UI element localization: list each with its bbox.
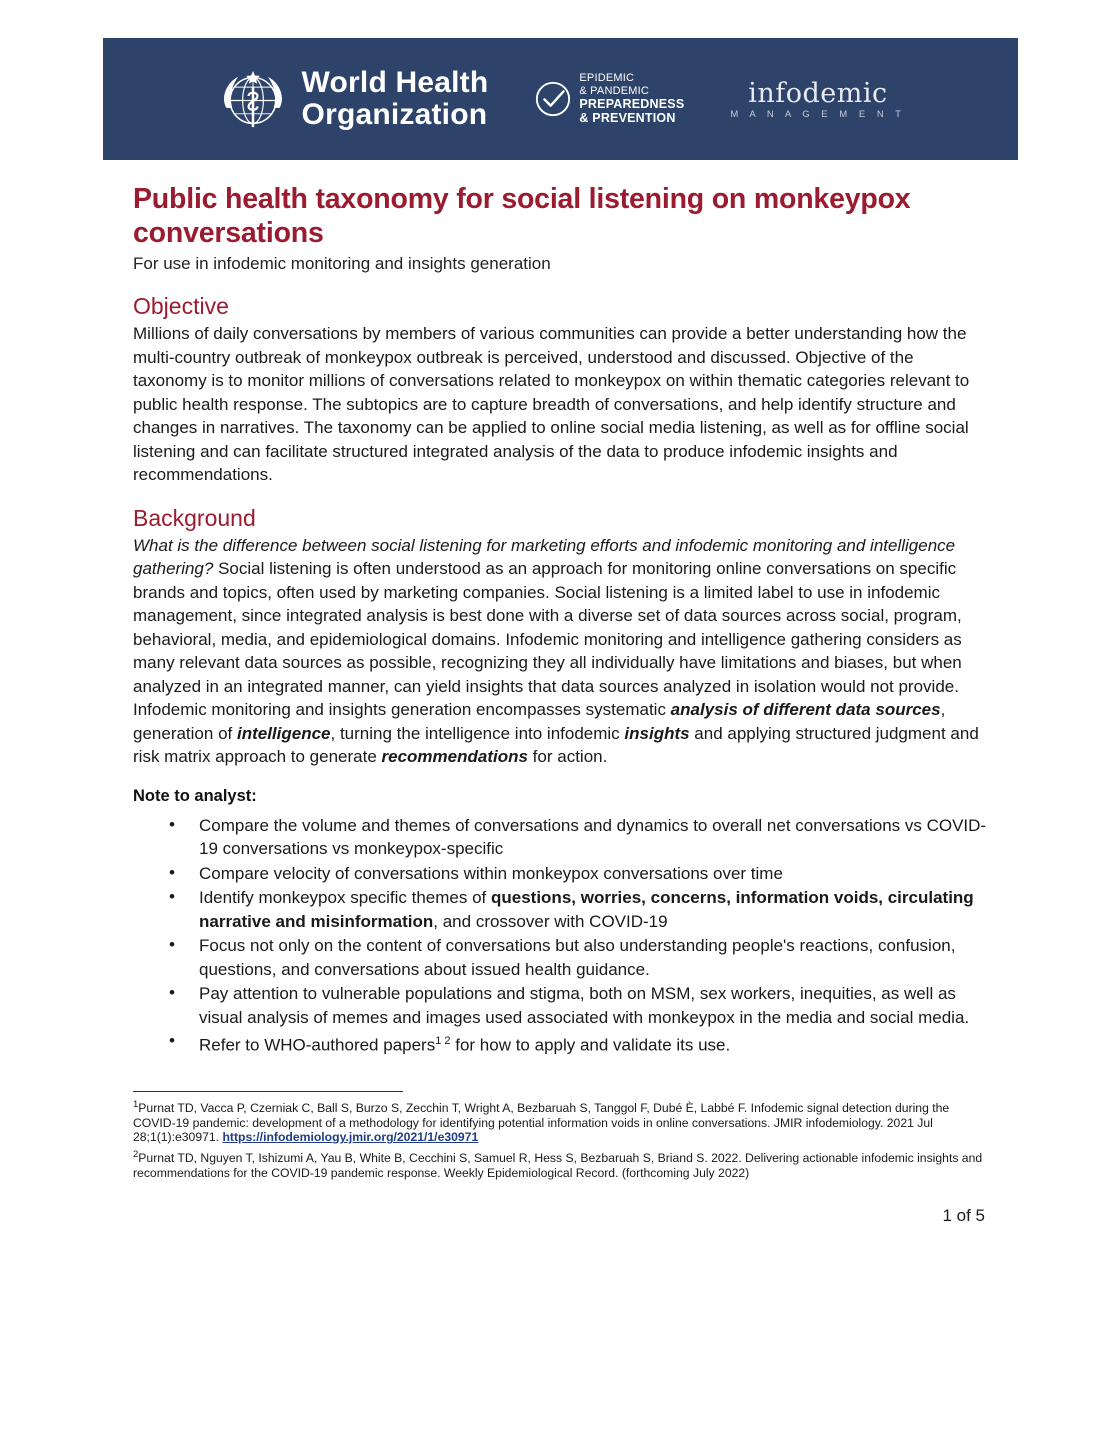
infodemic-subwordmark: M A N A G E M E N T — [730, 108, 906, 120]
section-heading-background: Background — [133, 504, 256, 531]
check-circle-icon — [534, 80, 572, 118]
background-emphasis-1: analysis of different data sources — [670, 700, 941, 719]
page-content — [103, 38, 1018, 1226]
who-emblem-icon — [216, 62, 290, 136]
who-header-banner — [103, 38, 1018, 160]
bullet-text-after: , and crossover with COVID-19 — [433, 911, 668, 931]
page-title: Public health taxonomy for social listening on monkeypox conversations — [133, 183, 911, 249]
bullet-text-before: Pay attention to vulnerable populations and stigma, both on MSM, sex workers, inequities, as well as visual analysis of memes and images used associated with monkeypox in the media and social media. — [199, 984, 970, 1027]
who-logo — [216, 62, 489, 136]
page-subtitle: For use in infodemic monitoring and insights generation — [133, 254, 551, 273]
epp-line1: EPIDEMIC — [579, 72, 635, 84]
epp-wordmark — [579, 72, 684, 126]
background-question: What is the difference between social listening for marketing efforts and infodemic monitoring and intelligence gathering? — [133, 535, 956, 578]
footnote-separator — [133, 1091, 403, 1092]
bullet-text-before: Compare the volume and themes of conversations and dynamics to overall net conversations vs COVID-19 conversations vs monkeypox-specific — [199, 815, 987, 858]
background-body-1: Social listening is often understood as an approach for monitoring online conversations on specific brands and topics, often used by marketing companies. Social listening is a limited label to use in infodemic management, since integrated analysis is best done with a diverse set of data sources across social, program, behavioral, media, and epidemiological domains. Infodemic monitoring and intelligence gathering considers as many relevant data sources as possible, recognizing they all individually have limitations and biases, but when analyzed in an integrated manner, can yield insights that data sources analyzed in isolation would not provide. Infodemic monitoring and insights generation encompasses systematic — [133, 559, 962, 719]
bullet-text-bold: questions, worries, concerns, information voids, circulating narrative and misinformation — [199, 888, 974, 931]
objective-paragraph: Millions of daily conversations by members of various communities can provide a better understanding how the multi-country outbreak of monkeypox outbreak is perceived, understood and discussed. Objective of the taxonomy is to monitor millions of conversations related to monkeypox on within thematic categories relevant to public health response. The subtopics are to capture breadth of conversations, and help identify structure and changes in narratives. The taxonomy can be applied to online social media listening, as well as for offline social listening and can facilitate structured integrated analysis of the data to produce infodemic insights and recommendations. — [133, 324, 970, 484]
background-body-3: , turning the intelligence into infodemic — [330, 723, 625, 743]
background-body-4: and applying structured judgment and risk matrix approach to generate — [133, 723, 979, 766]
epp-logo — [534, 72, 684, 126]
footnote-1-text: Purnat TD, Vacca P, Czerniak C, Ball S, Burzo S, Zecchin T, Wright A, Bezbaruah S, Tanggol F, Dubé È, Labbé F. Infodemic signal detection during the COVID-19 pandemic: development of a methodology for identifying potential information voids in online conversations. JMIR infodemiology. 2021 Jul 28;1(1):e30971. — [133, 1101, 950, 1145]
footnote-reference: 1 2 — [435, 1035, 451, 1047]
list-item — [163, 1030, 988, 1057]
page-number: 1 of 5 — [942, 1206, 985, 1226]
list-item — [163, 862, 988, 886]
note-to-analyst-heading: Note to analyst: — [133, 786, 257, 805]
footnote-1-link[interactable]: https://infodemiology.jmir.org/2021/1/e30971 — [222, 1130, 479, 1145]
background-paragraph — [133, 534, 988, 769]
section-heading-objective: Objective — [133, 293, 229, 319]
background-emphasis-2: intelligence — [236, 723, 331, 743]
epp-line4: & PREVENTION — [579, 111, 676, 125]
bullet-text-before: Identify monkeypox specific themes of — [199, 888, 491, 907]
note-to-analyst-list — [133, 814, 988, 1058]
background-body-5: for action. — [527, 747, 608, 766]
who-wordmark-line2: Organization — [301, 98, 488, 131]
footnote-1-marker: 1 — [133, 1099, 139, 1111]
list-item — [163, 886, 988, 933]
bullet-text-before: Refer to WHO-authored papers — [199, 1035, 436, 1055]
footnote-2 — [133, 1148, 988, 1180]
background-body-2: , generation of — [133, 700, 946, 743]
bullet-text-before: Compare velocity of conversations within monkeypox conversations over time — [199, 863, 783, 883]
footnote-2-marker: 2 — [133, 1149, 139, 1160]
who-wordmark — [302, 67, 489, 131]
document-body — [103, 160, 1018, 1226]
list-item — [163, 814, 988, 861]
background-emphasis-4: recommendations — [381, 747, 528, 766]
bullet-text-before: Focus not only on the content of conversations but also understanding people's reactions, confusion, questions, and conversations about issued health guidance. — [199, 936, 956, 979]
infodemic-wordmark: infodemic — [748, 77, 888, 109]
epp-line3: PREPAREDNESS — [579, 97, 685, 111]
background-emphasis-3: insights — [624, 723, 690, 743]
footnote-2-text: Purnat TD, Nguyen T, Ishizumi A, Yau B, White B, Cecchini S, Samuel R, Hess S, Bezbaruah S, Briand S. 2022. Delivering actionable infodemic insights and recommendations for the COVID-19 pandemic response. Weekly Epidemiological Record. (forthcoming July 2022) — [133, 1151, 983, 1180]
list-item — [163, 982, 988, 1029]
who-wordmark-line1: World Health — [301, 66, 489, 99]
bullet-text-after: for how to apply and validate its use. — [450, 1035, 731, 1055]
infodemic-management-logo — [730, 79, 905, 120]
footnote-1 — [133, 1098, 988, 1145]
epp-line2: & PANDEMIC — [579, 85, 650, 97]
list-item — [163, 934, 988, 981]
